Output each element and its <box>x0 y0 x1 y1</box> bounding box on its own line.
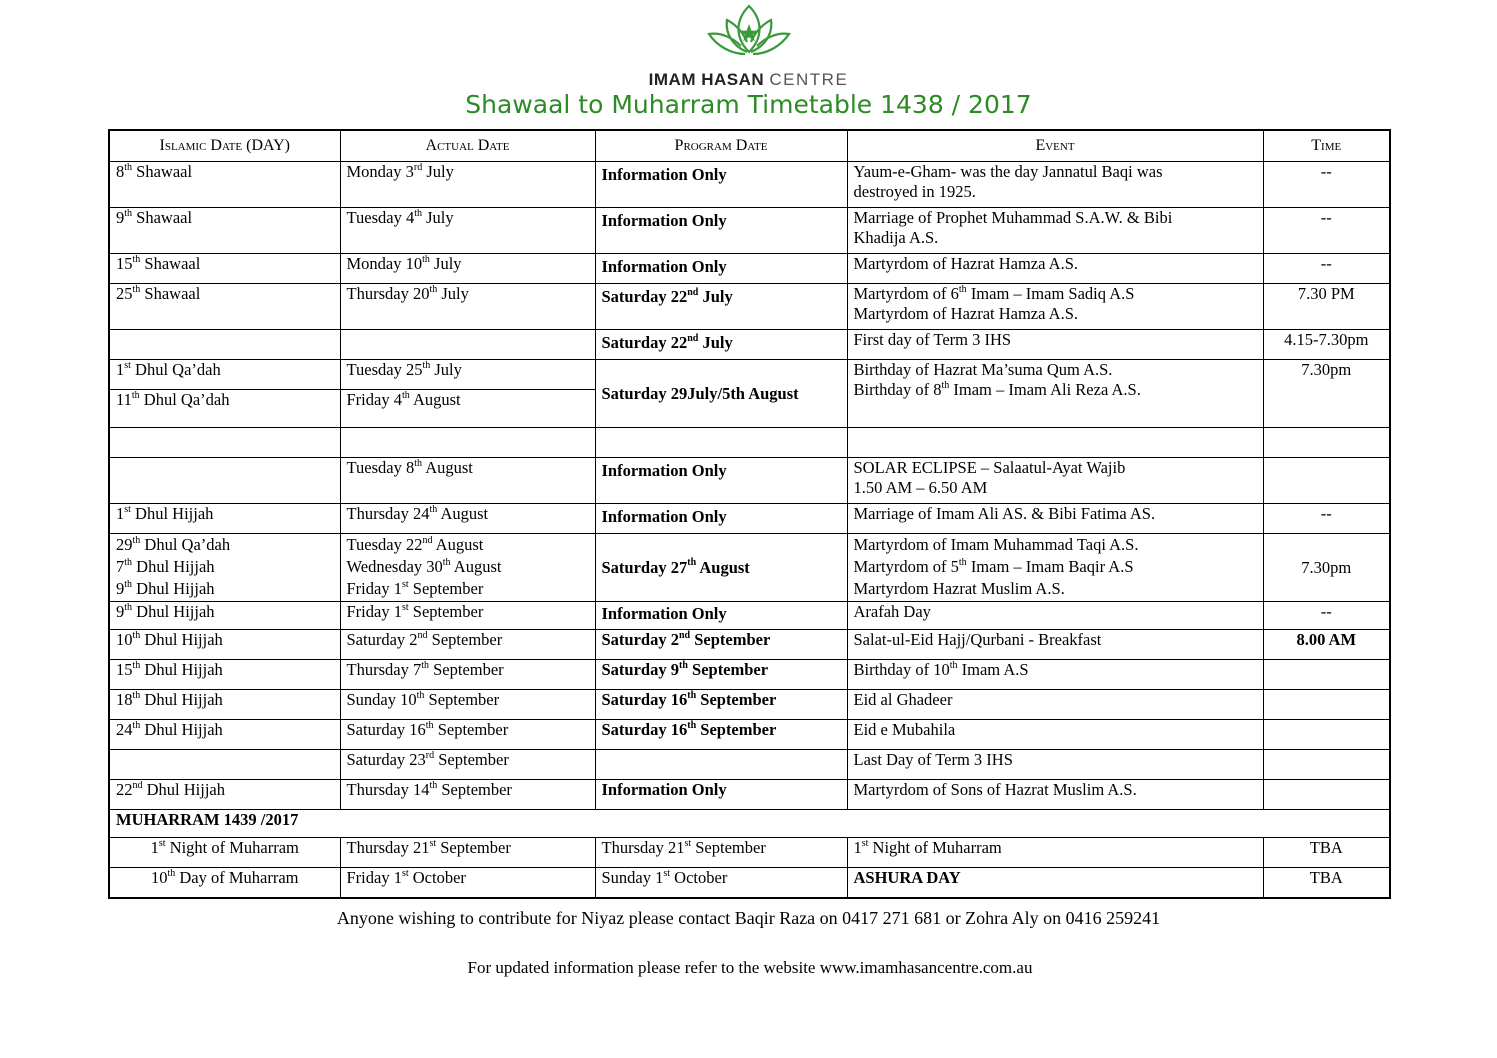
event-cell: Martyrdom of Hazrat Hamza A.S. <box>847 254 1263 284</box>
islamic-date-cell: 1st Dhul Hijjah <box>109 504 340 534</box>
event-cell: SOLAR ECLIPSE – Salaatul-Ayat Wajib 1.50 AM – 6.50 AM <box>847 458 1263 504</box>
time-cell: -- <box>1263 162 1390 208</box>
column-header: Program Date <box>595 130 847 162</box>
program-date-cell: Saturday 29July/5th August <box>595 360 847 428</box>
section-heading-row <box>109 810 1390 838</box>
event-cell: Eid e Mubahila <box>847 720 1263 750</box>
event-cell: First day of Term 3 IHS <box>847 330 1263 360</box>
table-row <box>109 254 1390 284</box>
timetable <box>108 129 1391 899</box>
event-cell: Last Day of Term 3 IHS <box>847 750 1263 780</box>
actual-date-cell: Saturday 16th September <box>340 720 595 750</box>
table-row <box>109 504 1390 534</box>
program-date-cell: Saturday 22nd July <box>595 330 847 360</box>
actual-date-cell: Monday 3rd July <box>340 162 595 208</box>
program-date-cell: Information Only <box>595 208 847 254</box>
event-cell: Marriage of Imam Ali AS. & Bibi Fatima AS. <box>847 504 1263 534</box>
program-date-cell <box>595 750 847 780</box>
actual-date-cell: Thursday 24th August <box>340 504 595 534</box>
org-name-light: CENTRE <box>769 70 849 89</box>
islamic-date-cell: 1st Night of Muharram <box>109 838 340 868</box>
lotus-logo <box>705 2 793 64</box>
islamic-date-cell: 8th Shawaal <box>109 162 340 208</box>
actual-date-cell: Friday 1st September <box>340 602 595 630</box>
table-row <box>109 330 1390 360</box>
program-date-cell: Saturday 22nd July <box>595 284 847 330</box>
actual-date-cell: Saturday 23rd September <box>340 750 595 780</box>
event-cell: ASHURA DAY <box>847 868 1263 898</box>
time-cell: TBA <box>1263 838 1390 868</box>
table-row <box>109 360 1390 390</box>
table-row <box>109 458 1390 504</box>
table-row <box>109 602 1390 630</box>
muharram-heading: MUHARRAM 1439 /2017 <box>109 810 1390 838</box>
event-cell: Yaum-e-Gham- was the day Jannatul Baqi was destroyed in 1925. <box>847 162 1263 208</box>
actual-date-cell: Tuesday 25th July <box>340 360 595 390</box>
program-date-cell: Sunday 1st October <box>595 868 847 898</box>
table-row <box>109 284 1390 330</box>
website-note: For updated information please refer to the website www.imamhasancentre.com.au <box>467 958 1033 977</box>
time-cell: 7.30pm <box>1263 534 1390 602</box>
program-date-cell: Information Only <box>595 254 847 284</box>
time-cell <box>1263 660 1390 690</box>
time-cell: -- <box>1263 254 1390 284</box>
actual-date-cell: Thursday 14th September <box>340 780 595 810</box>
column-header: Event <box>847 130 1263 162</box>
column-header: Time <box>1263 130 1390 162</box>
table-header-row <box>109 130 1390 162</box>
actual-date-cell: Tuesday 8th August <box>340 458 595 504</box>
org-name <box>0 70 1497 90</box>
actual-date-cell: Thursday 20th July <box>340 284 595 330</box>
column-header: Actual Date <box>340 130 595 162</box>
islamic-date-cell: 24th Dhul Hijjah <box>109 720 340 750</box>
table-row <box>109 162 1390 208</box>
islamic-date-cell: 11th Dhul Qa’dah <box>109 390 340 428</box>
table-row <box>109 868 1390 898</box>
table-row <box>109 690 1390 720</box>
actual-date-cell: Friday 1st October <box>340 868 595 898</box>
islamic-date-cell: 22nd Dhul Hijjah <box>109 780 340 810</box>
table-row <box>109 630 1390 660</box>
islamic-date-cell: 9th Dhul Hijjah <box>109 602 340 630</box>
event-cell: 1st Night of Muharram <box>847 838 1263 868</box>
actual-date-cell: Thursday 7th September <box>340 660 595 690</box>
actual-date-cell: Saturday 2nd September <box>340 630 595 660</box>
time-cell: -- <box>1263 602 1390 630</box>
event-cell: Birthday of Hazrat Ma’suma Qum A.S. Birthday of 8th Imam – Imam Ali Reza A.S. <box>847 360 1263 428</box>
table-row-empty <box>109 428 1390 458</box>
islamic-date-cell <box>109 750 340 780</box>
program-date-cell: Information Only <box>595 162 847 208</box>
table-row <box>109 660 1390 690</box>
event-cell: Birthday of 10th Imam A.S <box>847 660 1263 690</box>
islamic-date-cell: 25th Shawaal <box>109 284 340 330</box>
actual-date-cell: Tuesday 4th July <box>340 208 595 254</box>
table-row <box>109 838 1390 868</box>
event-cell: Martyrdom of 6th Imam – Imam Sadiq A.S Martyrdom of Hazrat Hamza A.S. <box>847 284 1263 330</box>
time-cell: -- <box>1263 504 1390 534</box>
time-cell <box>1263 750 1390 780</box>
table-row <box>109 208 1390 254</box>
time-cell: 8.00 AM <box>1263 630 1390 660</box>
program-date-cell: Saturday 16th September <box>595 720 847 750</box>
actual-date-cell: Sunday 10th September <box>340 690 595 720</box>
actual-date-cell: Monday 10th July <box>340 254 595 284</box>
program-date-cell: Information Only <box>595 458 847 504</box>
actual-date-cell: Friday 4th August <box>340 390 595 428</box>
program-date-cell: Information Only <box>595 504 847 534</box>
islamic-date-cell: 1st Dhul Qa’dah <box>109 360 340 390</box>
time-cell: -- <box>1263 208 1390 254</box>
program-date-cell: Saturday 16th September <box>595 690 847 720</box>
table-row <box>109 750 1390 780</box>
event-cell: Arafah Day <box>847 602 1263 630</box>
islamic-date-cell: 10th Day of Muharram <box>109 868 340 898</box>
event-cell: Salat-ul-Eid Hajj/Qurbani - Breakfast <box>847 630 1263 660</box>
program-date-cell: Information Only <box>595 780 847 810</box>
table-row <box>109 534 1390 602</box>
table-row <box>109 720 1390 750</box>
table-row <box>109 780 1390 810</box>
actual-date-cell <box>340 330 595 360</box>
event-cell: Martyrdom of Sons of Hazrat Muslim A.S. <box>847 780 1263 810</box>
islamic-date-cell <box>109 458 340 504</box>
contact-note: Anyone wishing to contribute for Niyaz please contact Baqir Raza on 0417 271 681 or Zohra Aly on 0416 259241 <box>336 908 1161 928</box>
time-cell <box>1263 690 1390 720</box>
event-cell: Martyrdom of Imam Muhammad Taqi A.S. Martyrdom of 5th Imam – Imam Baqir A.S Martyrdom Hazrat Muslim A.S. <box>847 534 1263 602</box>
program-date-cell: Saturday 27th August <box>595 534 847 602</box>
actual-date-cell: Tuesday 22nd August Wednesday 30th August Friday 1st September <box>340 534 595 602</box>
time-cell: 7.30pm <box>1263 360 1390 428</box>
program-date-cell: Thursday 21st September <box>595 838 847 868</box>
islamic-date-cell: 18th Dhul Hijjah <box>109 690 340 720</box>
time-cell: 4.15-7.30pm <box>1263 330 1390 360</box>
event-cell: Eid al Ghadeer <box>847 690 1263 720</box>
time-cell <box>1263 720 1390 750</box>
org-name-bold: IMAM HASAN <box>648 70 765 89</box>
time-cell <box>1263 458 1390 504</box>
program-date-cell: Information Only <box>595 602 847 630</box>
program-date-cell: Saturday 2nd September <box>595 630 847 660</box>
page-title: Shawaal to Muharram Timetable 1438 / 2017 <box>465 90 1032 119</box>
program-date-cell: Saturday 9th September <box>595 660 847 690</box>
islamic-date-cell: 15th Shawaal <box>109 254 340 284</box>
time-cell: TBA <box>1263 868 1390 898</box>
actual-date-cell: Thursday 21st September <box>340 838 595 868</box>
event-cell: Marriage of Prophet Muhammad S.A.W. & Bibi Khadija A.S. <box>847 208 1263 254</box>
column-header: Islamic Date (DAY) <box>109 130 340 162</box>
islamic-date-cell: 15th Dhul Hijjah <box>109 660 340 690</box>
islamic-date-cell: 9th Shawaal <box>109 208 340 254</box>
time-cell: 7.30 PM <box>1263 284 1390 330</box>
islamic-date-cell: 10th Dhul Hijjah <box>109 630 340 660</box>
time-cell <box>1263 780 1390 810</box>
islamic-date-cell <box>109 330 340 360</box>
islamic-date-cell: 29th Dhul Qa’dah 7th Dhul Hijjah 9th Dhul Hijjah <box>109 534 340 602</box>
